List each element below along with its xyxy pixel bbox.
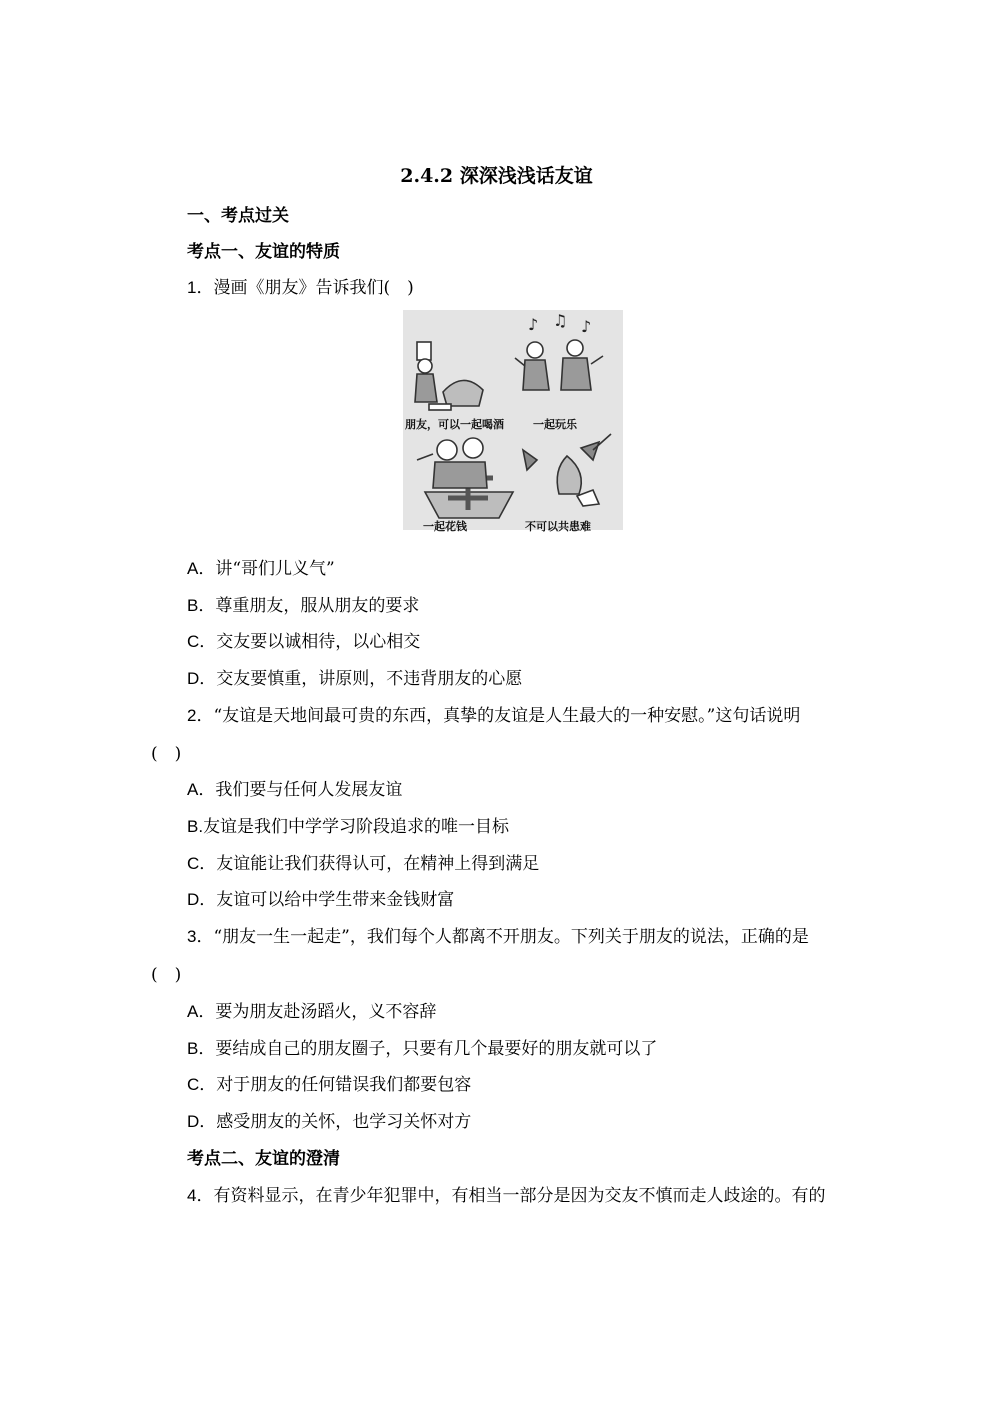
option-d xyxy=(187,889,454,911)
kaodian-1-heading: 考点一、友谊的特质 xyxy=(187,242,340,262)
option-label: B． xyxy=(187,596,216,615)
option-text: 对于朋友的任何错误我们都要包容 xyxy=(216,1075,472,1095)
option-d xyxy=(187,668,522,690)
arm xyxy=(417,454,433,460)
answer-paren: ( ) xyxy=(151,965,182,985)
star-shape xyxy=(581,442,599,460)
question-stem: 漫画《朋友》告诉我们( ) xyxy=(213,278,414,298)
question-number: 2． xyxy=(187,706,214,725)
option-label: C． xyxy=(187,854,217,873)
star-shape xyxy=(523,450,537,470)
wine-bottle xyxy=(417,342,431,360)
section-heading: 一、考点过关 xyxy=(187,206,289,226)
question-1 xyxy=(187,277,414,299)
option-a xyxy=(187,779,402,801)
question-4 xyxy=(187,1185,825,1207)
figure-body xyxy=(415,374,437,402)
comic-caption: 一起花钱 xyxy=(423,520,467,533)
option-label: A． xyxy=(187,1002,216,1021)
figure-body xyxy=(561,358,591,390)
figure-head xyxy=(567,340,583,356)
figure-body xyxy=(433,462,487,488)
option-text: 交友要慎重，讲原则，不违背朋友的心愿 xyxy=(216,669,523,689)
option-b xyxy=(187,1038,657,1060)
question-number: 3． xyxy=(187,927,214,946)
answer-paren: ( ) xyxy=(151,744,182,764)
figure-head xyxy=(437,440,457,460)
figure-head xyxy=(463,438,483,458)
arm xyxy=(515,358,525,366)
question-number: 1． xyxy=(187,278,214,297)
question-stem: 有资料显示，在青少年犯罪中，有相当一部分是因为交友不慎而走人歧途的。有的 xyxy=(213,1186,826,1206)
question-stem: “朋友一生一起走”，我们每个人都离不开朋友。下列关于朋友的说法，正确的是 xyxy=(213,927,809,947)
option-text: 交友要以诚相待，以心相交 xyxy=(216,632,421,652)
question-number: 4． xyxy=(187,1186,214,1205)
question-2 xyxy=(187,705,800,727)
option-c xyxy=(187,1074,471,1096)
option-label: C． xyxy=(187,1075,217,1094)
option-text: 讲“哥们儿义气” xyxy=(215,559,335,579)
option-a xyxy=(187,1001,436,1023)
comic-caption: 朋友，可以一起喝酒 xyxy=(405,418,504,431)
comic-caption: 一起玩乐 xyxy=(533,418,577,431)
option-text: 友谊是我们中学学习阶段追求的唯一目标 xyxy=(203,817,510,837)
figure-head xyxy=(418,359,432,373)
option-label: D． xyxy=(187,669,217,688)
option-b xyxy=(187,816,509,838)
figure-sad xyxy=(557,456,581,494)
figure-head xyxy=(527,342,543,358)
option-label: B. xyxy=(187,817,204,836)
page-title: 2.4.2 深深浅浅话友谊 xyxy=(400,165,593,187)
option-c xyxy=(187,631,420,653)
option-label: B． xyxy=(187,1039,216,1058)
figure-body xyxy=(523,360,549,390)
option-label: C． xyxy=(187,632,217,651)
option-text: 友谊可以给中学生带来金钱财富 xyxy=(216,890,455,910)
option-a xyxy=(187,558,335,580)
option-label: A． xyxy=(187,559,216,578)
figure-bowing xyxy=(443,380,483,406)
arm xyxy=(593,434,611,450)
option-text: 要为朋友赴汤蹈火，义不容辞 xyxy=(215,1002,437,1022)
option-c xyxy=(187,853,539,875)
option-b xyxy=(187,595,419,617)
table xyxy=(429,404,451,410)
option-label: D． xyxy=(187,1112,217,1131)
question-3 xyxy=(187,926,809,948)
question-stem: “友谊是天地间最可贵的东西，真挚的友谊是人生最大的一种安慰。”这句话说明 xyxy=(213,706,801,726)
option-text: 尊重朋友，服从朋友的要求 xyxy=(215,596,420,616)
option-text: 要结成自己的朋友圈子，只要有几个最要好的朋友就可以了 xyxy=(215,1039,658,1059)
option-label: D． xyxy=(187,890,217,909)
music-note: ♪ xyxy=(528,315,539,334)
friend-comic-image xyxy=(403,310,623,533)
option-text: 友谊能让我们获得认可，在精神上得到满足 xyxy=(216,854,540,874)
comic-caption: 不可以共患难 xyxy=(525,520,591,533)
option-text: 我们要与任何人发展友谊 xyxy=(215,780,403,800)
option-text: 感受朋友的关怀，也学习关怀对方 xyxy=(216,1112,472,1132)
option-label: A． xyxy=(187,780,216,799)
kaodian-2-heading: 考点二、友谊的澄清 xyxy=(187,1149,340,1169)
music-note: ♫ xyxy=(553,311,568,330)
option-d xyxy=(187,1111,471,1133)
music-note: ♪ xyxy=(581,317,592,336)
arm xyxy=(591,356,603,364)
